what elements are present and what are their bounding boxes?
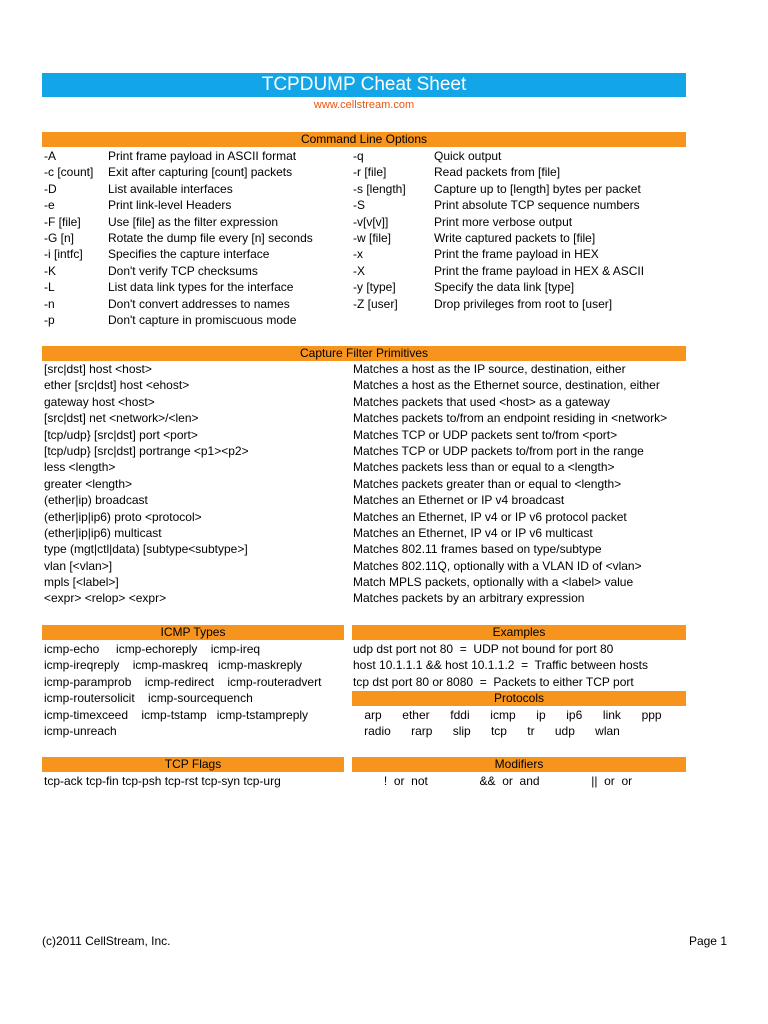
option-description: Print the frame payload in HEX xyxy=(434,247,599,262)
primitive-description: Matches a host as the Ethernet source, destination, either xyxy=(353,378,660,393)
option-description: Don't capture in promiscuous mode xyxy=(108,312,297,327)
primitive-description: Matches a host as the IP source, destination, either xyxy=(353,362,626,376)
example-line: tcp dst port 80 or 8080 = Packets to either TCP port xyxy=(353,674,634,689)
option-description: Specify the data link [type] xyxy=(434,280,575,295)
protocol-item: radio xyxy=(364,724,391,739)
icmp-types-line: icmp-ireqreply icmp-maskreq icmp-maskreply xyxy=(44,658,303,673)
primitive-description: Matches 802.11 frames based on type/subtype xyxy=(353,542,602,557)
option-description: Specifies the capture interface xyxy=(108,247,270,262)
protocol-item: ip6 xyxy=(566,708,583,722)
page-title: TCPDUMP Cheat Sheet xyxy=(42,73,686,97)
icmp-types-line: icmp-routersolicit icmp-sourcequench xyxy=(44,691,253,706)
option-flag: -v[v[v]] xyxy=(353,214,389,229)
primitive-expression: [src|dst] host <host> xyxy=(44,362,152,376)
option-flag: -X xyxy=(353,263,365,278)
protocols-list xyxy=(354,707,672,740)
option-description: List available interfaces xyxy=(108,181,233,196)
primitive-description: Matches an Ethernet or IP v4 broadcast xyxy=(353,493,565,508)
option-description: List data link types for the interface xyxy=(108,280,294,295)
footer-page-number: Page 1 xyxy=(688,934,727,948)
option-description: Write captured packets to [file] xyxy=(434,230,596,245)
option-flag: -p xyxy=(44,312,55,327)
primitive-description: Matches packets to/from an endpoint residing in <network> xyxy=(353,411,668,426)
primitive-expression: [tcp/udp} [src|dst] port <port> xyxy=(44,427,198,442)
icmp-types-line: icmp-timexceed icmp-tstamp icmp-tstampreply xyxy=(44,707,309,722)
icmp-types-list xyxy=(44,641,321,739)
example-line: host 10.1.1.1 && host 10.1.1.2 = Traffic between hosts xyxy=(353,658,648,673)
primitive-expression: <expr> <relop> <expr> xyxy=(44,591,167,606)
option-flag: -i [intfc] xyxy=(44,247,83,262)
option-flag: -s [length] xyxy=(353,181,406,196)
option-flag: -x xyxy=(353,247,363,262)
option-flag: -G [n] xyxy=(44,230,75,245)
option-description: Don't convert addresses to names xyxy=(108,296,290,311)
primitive-expression: greater <length> xyxy=(44,476,133,491)
icmp-header: ICMP Types xyxy=(42,625,344,640)
option-flag: -q xyxy=(353,149,364,163)
primitive-expressions xyxy=(44,361,249,607)
option-flag: -K xyxy=(44,263,56,278)
modifier-item: ! or not xyxy=(383,774,428,788)
option-description: Rotate the dump file every [n] seconds xyxy=(108,230,313,245)
primitive-description: Matches packets by an arbitrary expression xyxy=(353,591,585,606)
examples-header: Examples xyxy=(352,625,686,640)
primitive-expression: less <length> xyxy=(44,460,116,475)
primitive-description: Matches 802.11Q, optionally with a VLAN ID of <vlan> xyxy=(353,558,642,573)
option-flag: -S xyxy=(353,198,365,213)
option-flag: -A xyxy=(44,149,56,163)
tcp-flags-header: TCP Flags xyxy=(42,757,344,772)
option-flag: -w [file] xyxy=(353,230,392,245)
modifier-item: && or and xyxy=(479,774,540,788)
option-flag: -n xyxy=(44,296,55,311)
primitive-descriptions xyxy=(353,361,667,607)
primitive-expression: type (mgt|ctl|data) [subtype<subtype>] xyxy=(44,542,248,557)
primitive-expression: (ether|ip|ip6) proto <protocol> xyxy=(44,509,202,524)
modifiers-list xyxy=(358,773,658,789)
protocol-item: slip xyxy=(452,724,471,739)
command-left-descriptions xyxy=(108,148,313,328)
option-description: Read packets from [file] xyxy=(434,165,561,180)
protocol-item: fddi xyxy=(450,708,470,722)
protocols-row xyxy=(354,723,672,739)
primitives-header: Capture Filter Primitives xyxy=(42,346,686,361)
option-flag: -r [file] xyxy=(353,165,387,180)
protocol-item: ether xyxy=(402,708,430,722)
option-description: Use [file] as the filter expression xyxy=(108,214,279,229)
protocol-item: link xyxy=(602,708,621,722)
protocol-item: rarp xyxy=(411,724,433,739)
option-description: Capture up to [length] bytes per packet xyxy=(434,181,641,196)
primitive-description: Matches packets that used <host> as a gateway xyxy=(353,394,610,409)
option-description: Print the frame payload in HEX & ASCII xyxy=(434,263,645,278)
primitive-description: Matches TCP or UDP packets sent to/from <port> xyxy=(353,427,618,442)
primitive-expression: mpls [<label>] xyxy=(44,575,119,590)
icmp-types-line: icmp-paramprob icmp-redirect icmp-routeradvert xyxy=(44,674,322,689)
primitive-expression: (ether|ip) broadcast xyxy=(44,493,148,508)
protocol-item: arp xyxy=(364,708,382,722)
primitive-expression: ether [src|dst] host <ehost> xyxy=(44,378,190,393)
primitive-description: Matches TCP or UDP packets to/from port in the range xyxy=(353,443,644,458)
primitive-description: Matches packets greater than or equal to <length> xyxy=(353,476,622,491)
protocols-row xyxy=(354,707,672,723)
protocol-item: icmp xyxy=(490,708,516,722)
protocol-item: ip xyxy=(536,708,546,722)
icmp-types-line: icmp-unreach xyxy=(44,723,117,738)
primitive-expression: [tcp/udp} [src|dst] portrange <p1><p2> xyxy=(44,443,249,458)
option-description: Quick output xyxy=(434,149,502,163)
tcp-flags-list: tcp-ack tcp-fin tcp-psh tcp-rst tcp-syn tcp-urg xyxy=(44,774,281,788)
option-flag: -e xyxy=(44,198,55,213)
footer-copyright: (c)2011 CellStream, Inc. xyxy=(42,934,171,948)
option-description: Drop privileges from root to [user] xyxy=(434,296,613,311)
protocol-item: udp xyxy=(554,724,575,739)
primitive-description: Matches packets less than or equal to a <length> xyxy=(353,460,615,475)
command-line-header: Command Line Options xyxy=(42,132,686,147)
modifier-item: || or or xyxy=(591,774,633,788)
primitive-description: Matches an Ethernet, IP v4 or IP v6 multicast xyxy=(353,525,593,540)
primitive-expression: vlan [<vlan>] xyxy=(44,558,113,573)
protocols-header: Protocols xyxy=(352,691,686,706)
icmp-types-line: icmp-echo icmp-echoreply icmp-ireq xyxy=(44,642,261,656)
option-flag: -L xyxy=(44,280,55,295)
primitive-description: Matches an Ethernet, IP v4 or IP v6 protocol packet xyxy=(353,509,627,524)
option-flag: -c [count] xyxy=(44,165,94,180)
primitive-description: Match MPLS packets, optionally with a <label> value xyxy=(353,575,634,590)
option-description: Print absolute TCP sequence numbers xyxy=(434,198,640,213)
protocol-item: wlan xyxy=(595,724,620,739)
primitive-expression: [src|dst] net <network>/<len> xyxy=(44,411,199,426)
option-flag: -y [type] xyxy=(353,280,396,295)
option-flag: -F [file] xyxy=(44,214,81,229)
examples-list xyxy=(353,641,648,690)
option-description: Print frame payload in ASCII format xyxy=(108,149,297,163)
option-description: Print link-level Headers xyxy=(108,198,232,213)
option-description: Exit after capturing [count] packets xyxy=(108,165,293,180)
example-line: udp dst port not 80 = UDP not bound for port 80 xyxy=(353,642,614,656)
option-flag: -Z [user] xyxy=(353,296,398,311)
option-description: Don't verify TCP checksums xyxy=(108,263,258,278)
option-description: Print more verbose output xyxy=(434,214,573,229)
option-flag: -D xyxy=(44,181,57,196)
command-right-descriptions xyxy=(434,148,644,312)
protocol-item: tr xyxy=(527,724,535,739)
protocol-item: ppp xyxy=(641,708,662,722)
primitive-expression: gateway host <host> xyxy=(44,394,155,409)
site-url[interactable]: www.cellstream.com xyxy=(313,99,415,111)
command-right-options xyxy=(353,148,406,312)
command-left-options xyxy=(44,148,93,328)
modifiers-row xyxy=(358,773,658,789)
protocol-item: tcp xyxy=(490,724,507,739)
modifiers-header: Modifiers xyxy=(352,757,686,772)
primitive-expression: (ether|ip|ip6) multicast xyxy=(44,525,162,540)
